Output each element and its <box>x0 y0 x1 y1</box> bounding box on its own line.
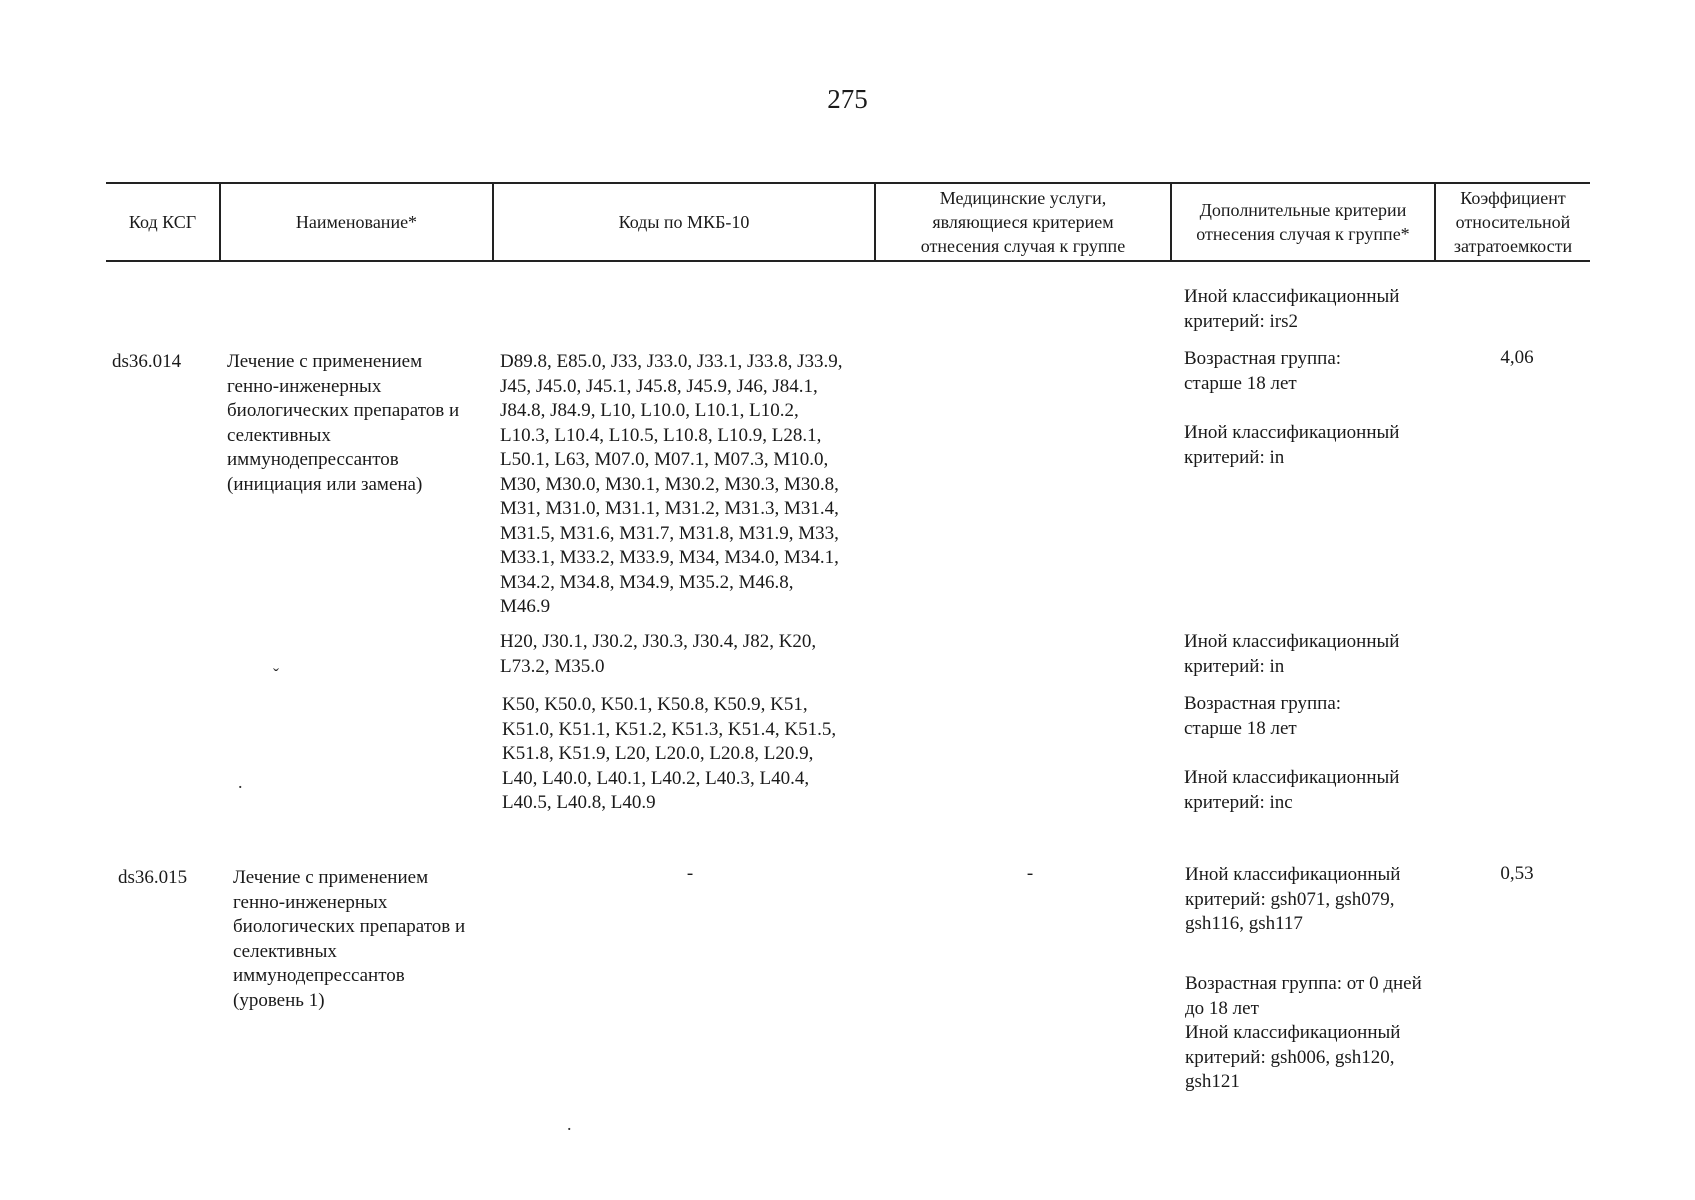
header-code: Код КСГ <box>106 184 221 260</box>
ksg-table <box>106 182 1590 262</box>
header-extra-criteria: Дополнительные критерии отнесения случая к группе* <box>1172 184 1436 260</box>
row-age-group: Возрастная группа: старше 18 лет <box>1184 348 1342 394</box>
row-name: Лечение с применением генно-инженерных биологических препаратов и селективных иммунодепрессантов (инициация или замена) <box>227 351 460 495</box>
page-number: 275 <box>827 84 868 114</box>
scan-speck: . <box>567 1114 572 1134</box>
top-extra-criteria: Иной классификационный критерий: irs2 <box>1184 286 1400 332</box>
row-services: - <box>1026 863 1034 884</box>
row-age-group: Возрастная группа: от 0 дней до 18 лет Иной классификационный критерий: gsh006, gsh120, gsh121 <box>1185 973 1422 1092</box>
header-name: Наименование* <box>221 184 494 260</box>
row-coefficient: 0,53 <box>1500 863 1534 884</box>
row-icd-codes: K50, K50.0, K50.1, K50.8, K50.9, K51, K51.0, K51.1, K51.2, K51.3, K51.4, K51.5, K51.8, K51.9, L20, L20.0, L20.8, L20.9, L40, L40.0, L40.1, L40.2, L40.3, L40.4, L40.5, L40.8, L40.9 <box>502 694 837 813</box>
row-icd-codes: D89.8, E85.0, J33, J33.0, J33.1, J33.8, J33.9, J45, J45.0, J45.1, J45.8, J45.9, J46, J84.1, J84.8, J84.9, L10, L10.0, L10.1, L10.2, L10.3, L10.4, L10.5, L10.8, L10.9, L28.1, L50.1, L63, M07.0, M07.1, M07.3, M10.0, M30, M30.0, M30.1, M30.2, M30.3, M30.8, M31, M31.0, M31.1, M31.2, M31.3, M31.4, M31.5, M31.6, M31.7, M31.8, M31.9, M33, M33.1, M33.2, M33.9, M34, M34.0, M34.1, M34.2, M34.8, M34.9, M35.2, M46.8, M46.9 <box>500 351 843 617</box>
row-code: ds36.015 <box>118 867 188 888</box>
row-coefficient: 4,06 <box>1500 347 1534 368</box>
header-icd: Коды по МКБ-10 <box>494 184 876 260</box>
row-extra-criteria: Иной классификационный критерий: inc <box>1184 767 1400 813</box>
row-age-group: Возрастная группа: старше 18 лет <box>1184 693 1342 739</box>
table-header <box>106 184 1590 262</box>
row-extra-criteria: Иной классификационный критерий: in <box>1184 631 1400 677</box>
row-name: Лечение с применением генно-инженерных биологических препаратов и селективных иммунодепрессантов (уровень 1) <box>233 867 466 1011</box>
row-icd-codes: - <box>686 863 694 884</box>
scan-speck: . <box>238 772 243 792</box>
row-code: ds36.014 <box>112 351 182 372</box>
row-extra-criteria: Иной классификационный критерий: gsh071, gsh079, gsh116, gsh117 <box>1185 864 1401 934</box>
row-extra-criteria: Иной классификационный критерий: in <box>1184 422 1400 468</box>
scan-speck: ˇ <box>273 665 279 685</box>
header-services: Медицинские услуги, являющиеся критерием отнесения случая к группе <box>876 184 1172 260</box>
header-coefficient: Коэффициент относительной затратоемкости <box>1453 188 1573 256</box>
row-icd-codes: H20, J30.1, J30.2, J30.3, J30.4, J82, K20, L73.2, M35.0 <box>500 631 817 677</box>
